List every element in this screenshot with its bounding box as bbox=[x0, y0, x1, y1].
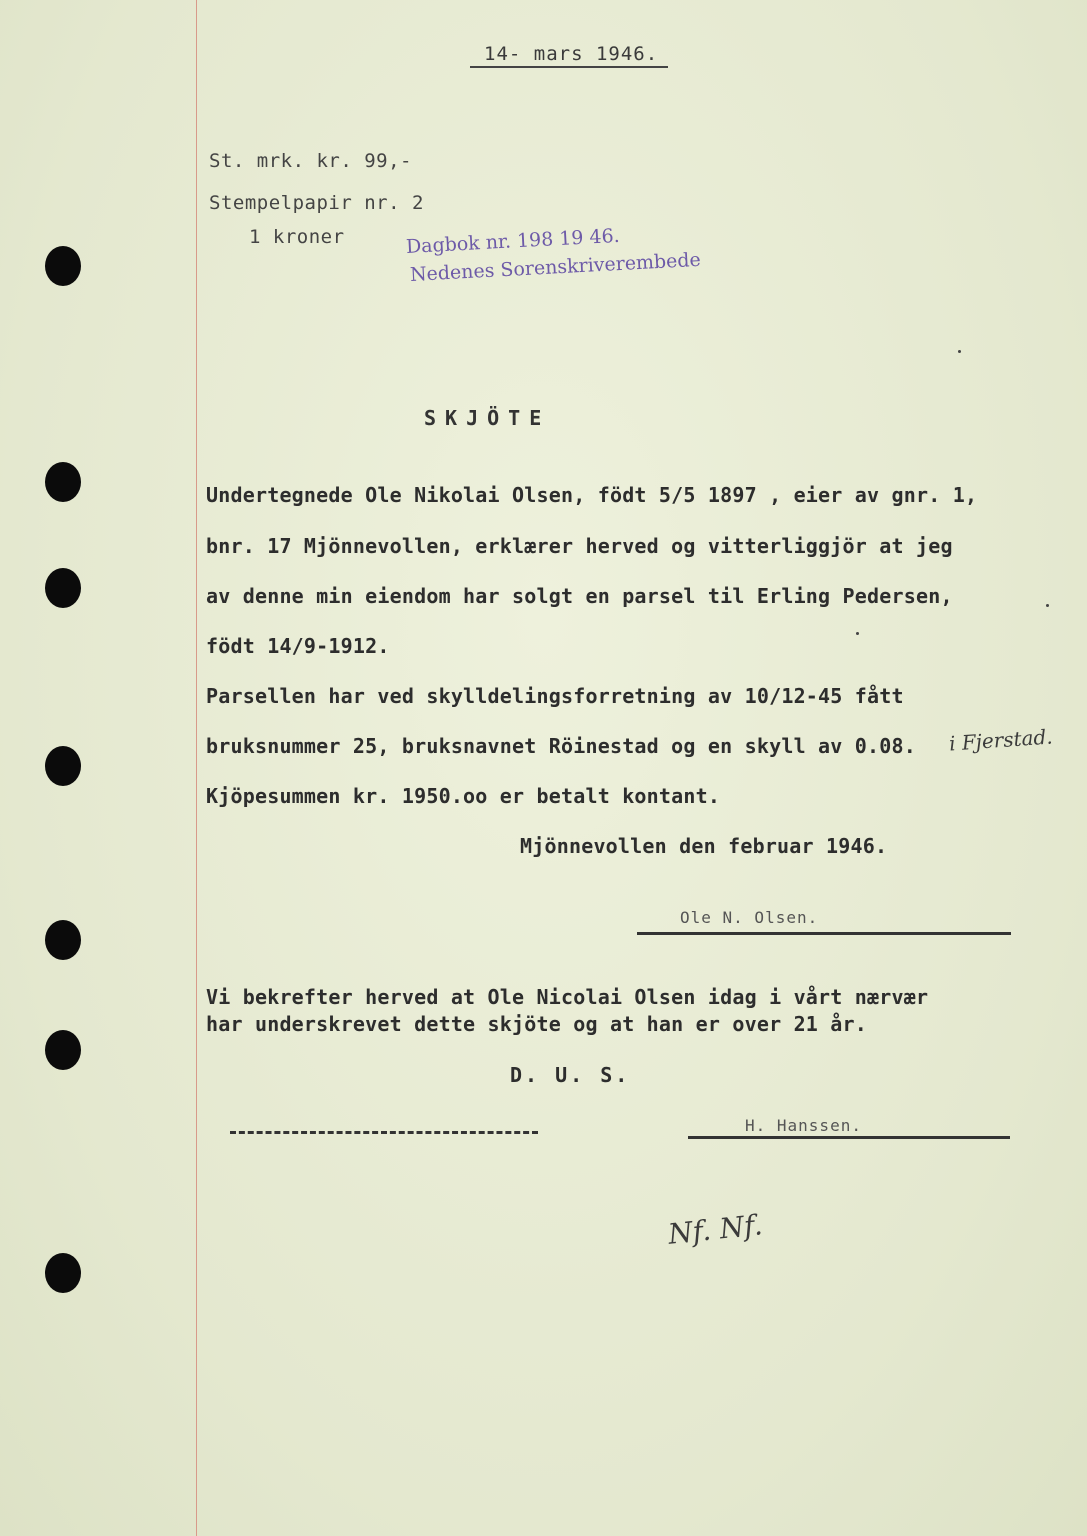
stamp-paper-number: Stempelpapir nr. 2 bbox=[209, 192, 424, 214]
registry-stamp-line2: Nedenes Sorenskriverembede bbox=[409, 248, 702, 286]
paper-speck bbox=[1046, 604, 1049, 607]
paper-speck bbox=[958, 350, 961, 353]
body-line-5: Parsellen har ved skylldelingsforretning av 10/12-45 fått bbox=[206, 684, 904, 708]
signature-witness: H. Hanssen. bbox=[745, 1116, 862, 1135]
punch-hole bbox=[45, 746, 81, 786]
dus-mark: D. U. S. bbox=[510, 1063, 631, 1087]
body-line-1: Undertegnede Ole Nikolai Olsen, födt 5/5 1897 , eier av gnr. 1, bbox=[206, 483, 978, 507]
handwritten-initials: Nf. Nf. bbox=[666, 1208, 764, 1251]
punch-hole bbox=[45, 920, 81, 960]
witness-line-2: har underskrevet dette skjöte og at han er over 21 år. bbox=[206, 1012, 868, 1036]
punch-hole bbox=[45, 246, 81, 286]
punch-hole bbox=[45, 1253, 81, 1293]
stamp-value: St. mrk. kr. 99,- bbox=[209, 150, 412, 172]
handwritten-note: i Fjerstad. bbox=[948, 724, 1054, 756]
paper-speck bbox=[856, 632, 859, 635]
punch-hole bbox=[45, 568, 81, 608]
witness-line-1: Vi bekrefter herved at Ole Nicolai Olsen idag i vårt nærvær bbox=[206, 985, 929, 1009]
punch-hole bbox=[45, 1030, 81, 1070]
margin-line bbox=[196, 0, 197, 1536]
place-date: Mjönnevollen den februar 1946. bbox=[520, 834, 888, 858]
body-line-3: av denne min eiendom har solgt en parsel til Erling Pedersen, bbox=[206, 584, 953, 608]
registry-stamp-line1: Dagbok nr. 198 19 46. bbox=[405, 224, 621, 258]
body-line-6: bruksnummer 25, bruksnavnet Röinestad og en skyll av 0.08. bbox=[206, 734, 916, 758]
body-line-7: Kjöpesummen kr. 1950.oo er betalt kontant. bbox=[206, 784, 721, 808]
header-underline bbox=[470, 66, 668, 68]
header-date: 14- mars 1946. bbox=[484, 43, 659, 65]
body-line-4: födt 14/9-1912. bbox=[206, 634, 390, 658]
signature-seller: Ole N. Olsen. bbox=[680, 908, 819, 927]
signature-line-witness-right bbox=[688, 1136, 1010, 1139]
signature-line-seller bbox=[637, 932, 1011, 935]
document-title: SKJÖTE bbox=[424, 406, 551, 430]
body-line-2: bnr. 17 Mjönnevollen, erklærer herved og vitterliggjör at jeg bbox=[206, 534, 953, 558]
signature-line-witness-left bbox=[230, 1131, 538, 1134]
punch-hole bbox=[45, 462, 81, 502]
stamp-kroner: 1 kroner bbox=[249, 226, 345, 248]
